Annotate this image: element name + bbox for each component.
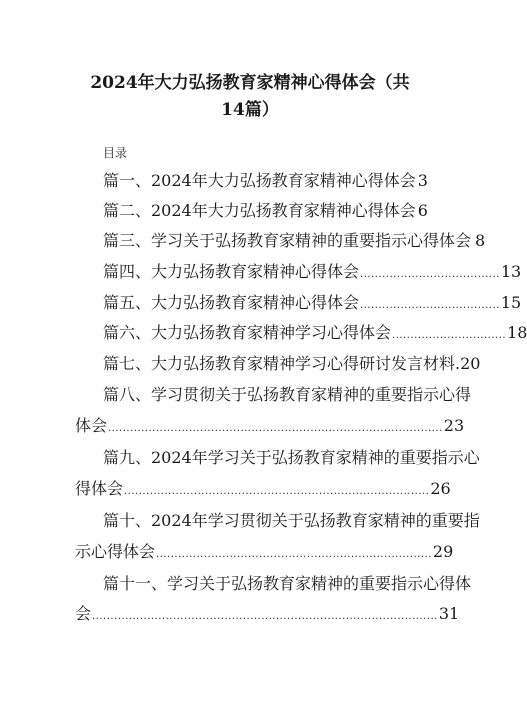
toc-entry-text: 篇十一、学习关于弘扬教育家精神的重要指示心得体 [103,574,472,593]
toc-entry-11-line-1[interactable] [103,574,472,593]
toc-page-number: 8 [475,231,486,250]
toc-page-number: 13 [500,262,522,281]
toc-entry-text: 篇四、大力弘扬教育家精神心得体会 [103,262,360,281]
document-title [80,70,420,124]
toc-leader-dots: ...................................... [360,269,500,280]
toc-entry-8-line-1[interactable] [103,385,472,404]
toc-entry-9-line-2[interactable] [75,479,451,498]
toc-entry-8-line-2[interactable] [75,416,465,435]
toc-page-number: 3 [417,171,428,190]
toc-page-number: 18 [507,323,527,342]
toc-page-number: 31 [438,604,460,623]
toc-leader-dots: ............................... [392,330,507,341]
toc-leader-dots: ................................................................................... [124,486,430,497]
toc-entry-text: 篇二、2024年大力弘扬教育家精神心得体会 [103,201,416,220]
toc-entry-7[interactable] [103,354,481,373]
toc-entry-9-line-1[interactable] [103,448,480,467]
toc-entry-text: 体会 [75,416,108,435]
toc-entry-text: 篇八、学习贯彻关于弘扬教育家精神的重要指示心得 [103,385,472,404]
toc-entry-text: 会 [75,604,92,623]
toc-entry-text: 篇五、大力弘扬教育家精神心得体会 [103,293,360,312]
toc-entry-text: 篇三、学习关于弘扬教育家精神的重要指示心得体会 [103,231,472,250]
title-line-2: 14篇） [221,100,279,120]
toc-entry-10-line-1[interactable] [103,511,480,530]
toc-leader-dots: ...................................... [360,300,500,311]
toc-leader-dots: .............................................................................................. [92,611,438,622]
toc-entry-4[interactable] [103,262,522,281]
toc-entry-11-line-2[interactable] [75,604,460,623]
toc-entry-text: 篇十、2024年学习贯彻关于弘扬教育家精神的重要指 [103,511,480,530]
toc-page-number: 29 [432,542,454,561]
toc-heading: 目录 [103,146,128,160]
toc-entry-5[interactable] [103,293,522,312]
toc-entry-text: 得体会 [75,479,124,498]
toc-entry-text: 篇六、大力弘扬教育家精神学习心得体会 [103,323,392,342]
toc-page-number: 23 [443,416,465,435]
toc-entry-text: 篇一、2024年大力弘扬教育家精神心得体会 [103,171,416,190]
toc-entry-text: 篇九、2024年学习关于弘扬教育家精神的重要指示心 [103,448,480,467]
toc-entry-6[interactable] [103,323,527,342]
title-line-1: 2024年大力弘扬教育家精神心得体会（共 [90,73,410,93]
toc-entry-text: 篇七、大力弘扬教育家精神学习心得研讨发言材料 [103,354,456,373]
toc-entry-10-line-2[interactable] [75,542,454,561]
toc-leader-dots: ........................................................................... [156,549,432,560]
toc-entry-1[interactable] [103,171,428,190]
toc-page-number: 15 [500,293,522,312]
toc-entry-3[interactable] [103,231,486,250]
toc-entry-2[interactable] [103,201,428,220]
toc-page-number: 6 [417,201,428,220]
toc-page-number: 20 [460,354,481,373]
toc-entry-text: 示心得体会 [75,542,156,561]
toc-leader-dots: ........................................................................................... [108,423,443,434]
toc-page-number: 26 [430,479,451,498]
toc-leader-dots: . [455,354,461,373]
